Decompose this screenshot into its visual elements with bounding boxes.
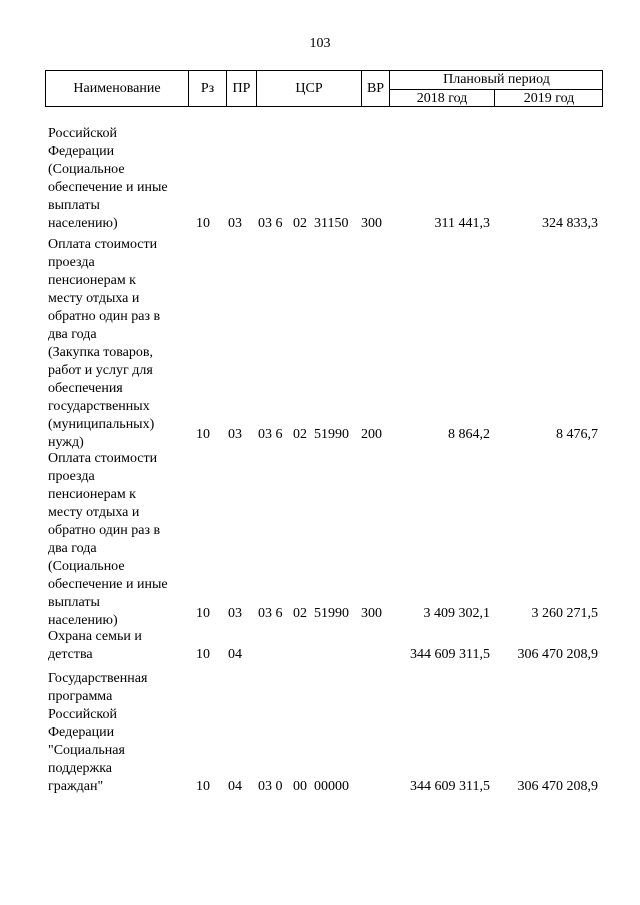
- row-name: Оплата стоимости проезда пенсионерам к месту отдыха и обратно один раз в два года (Социальное обеспечение и иные выплаты населению): [48, 451, 168, 628]
- table-row: [0, 450, 640, 628]
- table-row: [0, 236, 640, 450]
- row-year-2018: 8 864,2: [448, 427, 490, 442]
- row-pr: 03: [228, 606, 242, 621]
- row-rz: 10: [196, 779, 210, 794]
- header-year-2019: 2019 год: [523, 90, 575, 106]
- header-plan-period: Плановый период: [390, 71, 603, 90]
- row-vr: 300: [361, 216, 382, 231]
- row-year-2018: 311 441,3: [434, 216, 490, 231]
- row-year-2018: 3 409 302,1: [423, 606, 490, 621]
- row-name: Оплата стоимости проезда пенсионерам к месту отдыха и обратно один раз в два года (Закупка товаров, работ и услуг для обеспечения государственных (муниципальных) нужд): [48, 237, 161, 450]
- table-header: [45, 70, 603, 107]
- row-year-2019: 306 470 208,9: [517, 647, 598, 662]
- row-pr: 03: [228, 216, 242, 231]
- row-pr: 04: [228, 779, 242, 794]
- table-row: [0, 670, 640, 796]
- header-vr: ВР: [362, 71, 390, 106]
- row-csr: 03 6 02 51990: [258, 427, 349, 442]
- row-csr: 03 6 02 31150: [258, 216, 349, 231]
- page-number: 103: [309, 36, 331, 51]
- row-year-2018: 344 609 311,5: [410, 647, 490, 662]
- row-rz: 10: [196, 216, 210, 231]
- header-name: Наименование: [46, 71, 189, 106]
- row-pr: 04: [228, 647, 242, 662]
- row-year-2019: 324 833,3: [542, 216, 598, 231]
- row-year-2019: 8 476,7: [556, 427, 598, 442]
- row-csr: 03 0 00 00000: [258, 779, 349, 794]
- row-rz: 10: [196, 606, 210, 621]
- row-name: Российской Федерации (Социальное обеспечение и иные выплаты населению): [48, 126, 168, 231]
- row-rz: 10: [196, 647, 210, 662]
- header-pr: ПР: [227, 71, 257, 106]
- row-year-2018: 344 609 311,5: [410, 779, 490, 794]
- header-rz: Рз: [189, 71, 227, 106]
- header-csr: ЦСР: [257, 71, 362, 106]
- row-name: Государственная программа Российской Федерации "Социальная поддержка граждан": [48, 671, 148, 794]
- row-csr: 03 6 02 51990: [258, 606, 349, 621]
- row-vr: 200: [361, 427, 382, 442]
- row-pr: 03: [228, 427, 242, 442]
- row-rz: 10: [196, 427, 210, 442]
- row-vr: 300: [361, 606, 382, 621]
- header-year-2018: 2018 год: [390, 90, 495, 107]
- header-plan-period-group: [390, 71, 603, 106]
- row-year-2019: 306 470 208,9: [517, 779, 598, 794]
- row-name: Охрана семьи и детства: [48, 629, 142, 662]
- table-row: [0, 125, 640, 233]
- row-year-2019: 3 260 271,5: [531, 606, 598, 621]
- table-row: [0, 628, 640, 664]
